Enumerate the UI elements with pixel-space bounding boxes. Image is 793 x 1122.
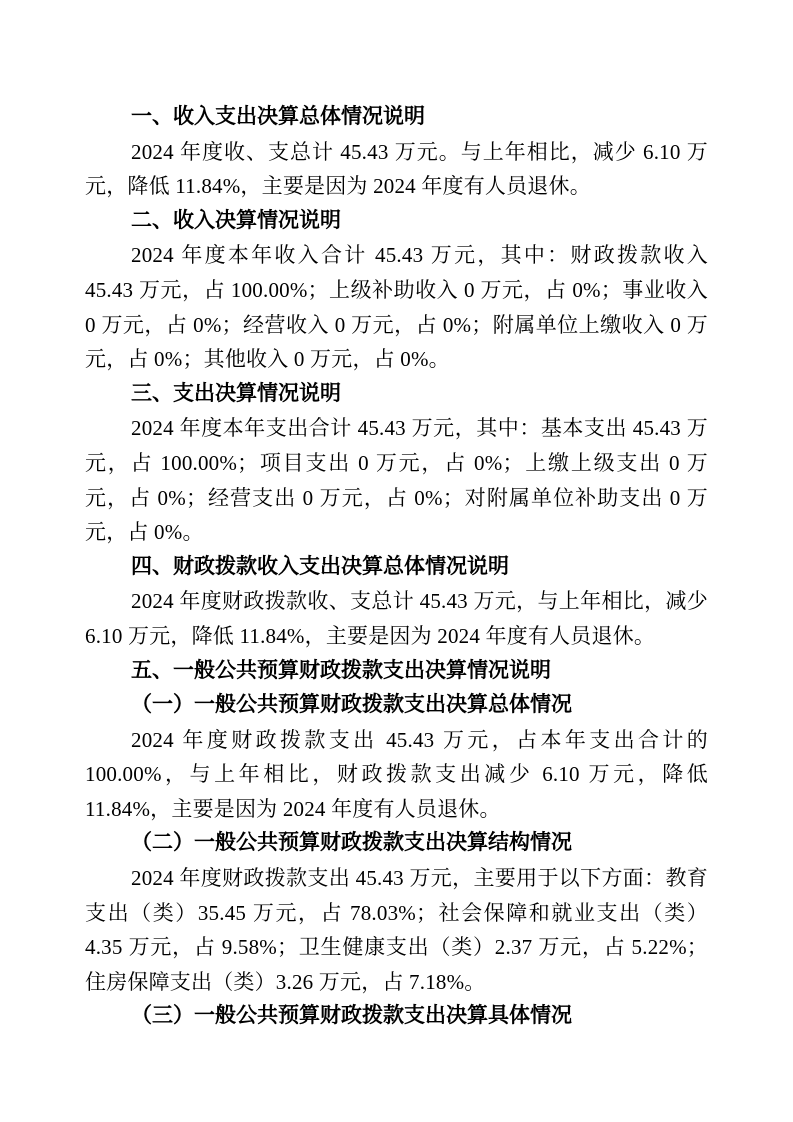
document-content (85, 100, 708, 1034)
subsection-5-2-paragraph: 2024 年度财政拨款支出 45.43 万元，主要用于以下方面：教育支出（类）35.45 万元，占 78.03%；社会保障和就业支出（类）4.35 万元，占 9.58%；卫生健康支出（类）2.37 万元，占 5.22%；住房保障支出（类）3.26 万元，占 7.18%。 (85, 866, 708, 994)
subsection-5-3-heading: （三）一般公共预算财政拨款支出决算具体情况 (131, 1004, 572, 1028)
section-1-heading: 一、收入支出决算总体情况说明 (131, 105, 425, 128)
section-fiscal-appropriation-overall (85, 550, 708, 654)
subsection-5-1-paragraph: 2024 年度财政拨款支出 45.43 万元，占本年支出合计的 100.00%，与上年相比，财政拨款支出减少 6.10 万元，降低 11.84%，主要是因为 2024 年度有人员退休。 (85, 727, 708, 821)
section-expenditure-accounts (85, 377, 708, 550)
subsection-overall-situation (85, 688, 708, 826)
subsection-structure-situation (85, 826, 708, 999)
section-2-heading: 二、收入决算情况说明 (131, 208, 341, 232)
section-3-paragraph: 2024 年度本年支出合计 45.43 万元，其中：基本支出 45.43 万元，占 100.00%；项目支出 0 万元，占 0%；上缴上级支出 0 万元，占 0%；经营支出 0 万元，占 0%；对附属单位补助支出 0 万元，占 0%。 (85, 416, 708, 545)
subsection-specific-situation (85, 999, 708, 1034)
section-2-paragraph: 2024 年度本年收入合计 45.43 万元，其中：财政拨款收入 45.43 万元，占 100.00%；上级补助收入 0 万元，占 0%；事业收入 0 万元，占 0%；经营收入 0 万元，占 0%；附属单位上缴收入 0 万元，占 0%；其他收入 0 万元，占 0%。 (85, 243, 708, 372)
section-3-heading: 三、支出决算情况说明 (131, 381, 341, 405)
section-overall-revenue-expenditure (85, 100, 708, 204)
subsection-5-2-heading: （二）一般公共预算财政拨款支出决算结构情况 (131, 831, 572, 855)
section-4-heading: 四、财政拨款收入支出决算总体情况说明 (131, 554, 509, 578)
section-1-paragraph: 2024 年度收、支总计 45.43 万元。与上年相比，减少 6.10 万元，降低 11.84%，主要是因为 2024 年度有人员退休。 (85, 139, 708, 199)
section-revenue-accounts (85, 204, 708, 377)
section-4-paragraph: 2024 年度财政拨款收、支总计 45.43 万元，与上年相比，减少 6.10 万元，降低 11.84%，主要是因为 2024 年度有人员退休。 (85, 589, 708, 648)
subsection-5-1-heading: （一）一般公共预算财政拨款支出决算总体情况 (131, 693, 572, 717)
section-5-heading: 五、一般公共预算财政拨款支出决算情况说明 (131, 658, 551, 682)
section-general-public-budget (85, 654, 708, 1035)
